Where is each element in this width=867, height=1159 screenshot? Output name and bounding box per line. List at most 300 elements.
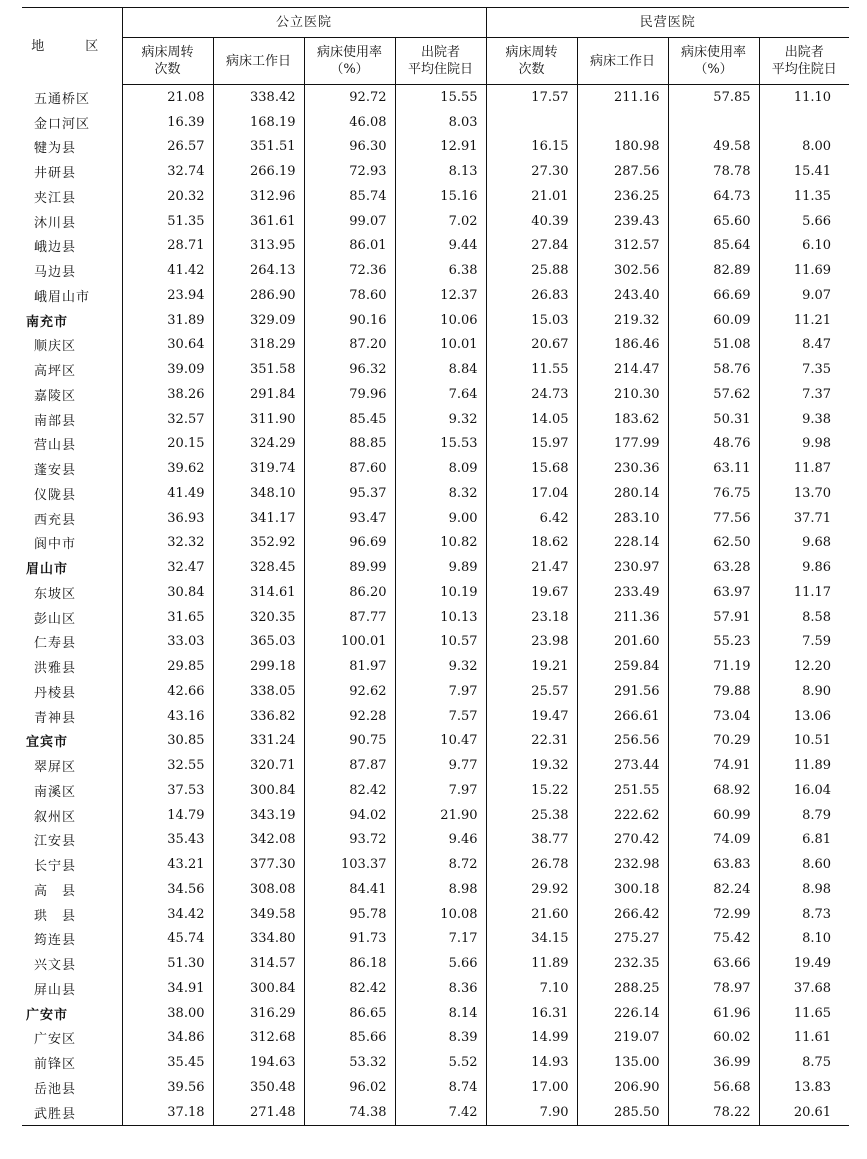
private-avg-stay-cell: 8.58: [802, 609, 832, 625]
private-usage-rate-cell: 65.60: [668, 209, 759, 234]
table-row: [22, 852, 849, 877]
private-avg-stay-cell: 8.79: [802, 807, 832, 823]
private-workdays-cell: 239.43: [577, 209, 668, 234]
public-turnover-cell: 51.35: [122, 209, 213, 234]
private-workdays-cell: 266.61: [577, 704, 668, 729]
private-usage-rate-cell: 56.68: [668, 1075, 759, 1100]
table-row: [22, 704, 849, 729]
private-turnover-cell: 22.31: [486, 729, 577, 754]
public-usage-rate-cell: 94.02: [304, 803, 395, 828]
private-usage-rate-cell: 70.29: [668, 729, 759, 754]
public-turnover-cell: 31.89: [122, 308, 213, 333]
table-body: [22, 85, 849, 1126]
private-turnover-cell: 7.90: [486, 1100, 577, 1125]
table-row: [22, 679, 849, 704]
region-name-cell: 江安县: [22, 828, 122, 853]
table-row: [22, 1100, 849, 1125]
private-workdays-cell: 230.97: [577, 555, 668, 580]
private-usage-rate-cell: 74.91: [668, 753, 759, 778]
table-row: [22, 407, 849, 432]
private-avg-stay-cell: 8.10: [802, 931, 832, 947]
public-turnover-cell: 35.43: [122, 828, 213, 853]
public-workdays-cell: 352.92: [213, 531, 304, 556]
public-avg-stay-cell: 10.47: [395, 729, 486, 754]
public-usage-rate-cell: 87.20: [304, 333, 395, 358]
region-name-cell: 前锋区: [22, 1050, 122, 1075]
private-avg-stay-cell: 15.41: [793, 164, 832, 180]
col-header-private-workdays: 病床工作日: [577, 38, 668, 85]
public-turnover-cell: 16.39: [122, 110, 213, 135]
public-workdays-cell: 343.19: [213, 803, 304, 828]
private-usage-rate-cell: 62.50: [668, 531, 759, 556]
private-turnover-cell: 38.77: [486, 828, 577, 853]
region-name-cell: 嘉陵区: [22, 382, 122, 407]
public-avg-stay-cell: 10.06: [395, 308, 486, 333]
private-avg-stay-cell: 8.90: [802, 683, 832, 699]
public-turnover-cell: 43.21: [122, 852, 213, 877]
region-name-cell: 阆中市: [22, 531, 122, 556]
public-usage-rate-cell: 95.78: [304, 902, 395, 927]
private-usage-rate-cell: 75.42: [668, 927, 759, 952]
public-usage-rate-cell: 53.32: [304, 1050, 395, 1075]
public-avg-stay-cell: 9.89: [395, 555, 486, 580]
private-avg-stay-cell: 11.65: [793, 1005, 832, 1021]
private-usage-rate-cell: 49.58: [668, 135, 759, 160]
private-turnover-cell: 19.32: [486, 753, 577, 778]
public-turnover-cell: 30.85: [122, 729, 213, 754]
private-usage-rate-cell: 60.09: [668, 308, 759, 333]
public-avg-stay-cell: 8.14: [395, 1001, 486, 1026]
region-name-cell: 翠屏区: [22, 753, 122, 778]
private-usage-rate-cell: 74.09: [668, 828, 759, 853]
public-workdays-cell: 314.57: [213, 951, 304, 976]
private-workdays-cell: 300.18: [577, 877, 668, 902]
public-workdays-cell: 308.08: [213, 877, 304, 902]
public-avg-stay-cell: 8.13: [395, 159, 486, 184]
public-avg-stay-cell: 12.37: [395, 283, 486, 308]
private-avg-stay-cell: 16.04: [793, 782, 832, 798]
private-usage-rate-cell: 82.89: [668, 258, 759, 283]
region-name-cell: 长宁县: [22, 852, 122, 877]
private-avg-stay-cell: 7.37: [802, 386, 832, 402]
private-turnover-cell: 40.39: [486, 209, 577, 234]
public-workdays-cell: 350.48: [213, 1075, 304, 1100]
table-row: [22, 531, 849, 556]
public-turnover-cell: 32.57: [122, 407, 213, 432]
col-header-public-workdays: 病床工作日: [213, 38, 304, 85]
public-avg-stay-cell: 9.32: [395, 407, 486, 432]
public-turnover-cell: 37.18: [122, 1100, 213, 1125]
public-usage-rate-cell: 78.60: [304, 283, 395, 308]
private-workdays-cell: 291.56: [577, 679, 668, 704]
public-usage-rate-cell: 92.72: [304, 85, 395, 110]
private-turnover-cell: 24.73: [486, 382, 577, 407]
table-row: [22, 877, 849, 902]
public-usage-rate-cell: 89.99: [304, 555, 395, 580]
public-workdays-cell: 264.13: [213, 258, 304, 283]
public-workdays-cell: 329.09: [213, 308, 304, 333]
private-usage-rate-cell: 51.08: [668, 333, 759, 358]
public-avg-stay-cell: 8.74: [395, 1075, 486, 1100]
private-workdays-cell: 230.36: [577, 456, 668, 481]
region-name-cell: 东坡区: [22, 580, 122, 605]
public-turnover-cell: 38.26: [122, 382, 213, 407]
public-avg-stay-cell: 8.32: [395, 481, 486, 506]
private-turnover-cell: 19.47: [486, 704, 577, 729]
city-name-cell: 宜宾市: [22, 729, 122, 754]
public-avg-stay-cell: 9.00: [395, 506, 486, 531]
city-row: [22, 555, 849, 580]
public-workdays-cell: 194.63: [213, 1050, 304, 1075]
public-usage-rate-cell: 46.08: [304, 110, 395, 135]
public-turnover-cell: 34.56: [122, 877, 213, 902]
public-avg-stay-cell: 10.08: [395, 902, 486, 927]
table-row: [22, 456, 849, 481]
region-name-cell: 筠连县: [22, 927, 122, 952]
private-turnover-cell: 18.62: [486, 531, 577, 556]
public-turnover-cell: 31.65: [122, 605, 213, 630]
private-avg-stay-cell: 9.07: [802, 287, 832, 303]
private-avg-stay-cell: 9.86: [802, 560, 832, 576]
private-usage-rate-cell: 68.92: [668, 778, 759, 803]
private-avg-stay-cell: [759, 110, 849, 135]
private-turnover-cell: 26.83: [486, 283, 577, 308]
private-avg-stay-cell: 37.71: [793, 510, 832, 526]
public-workdays-cell: 314.61: [213, 580, 304, 605]
private-usage-rate-cell: 57.62: [668, 382, 759, 407]
private-workdays-cell: 228.14: [577, 531, 668, 556]
public-usage-rate-cell: 99.07: [304, 209, 395, 234]
region-name-cell: 青神县: [22, 704, 122, 729]
public-turnover-cell: 32.32: [122, 531, 213, 556]
table-row: [22, 258, 849, 283]
public-workdays-cell: 342.08: [213, 828, 304, 853]
table-row: [22, 357, 849, 382]
public-turnover-cell: 41.49: [122, 481, 213, 506]
private-usage-rate-cell: 85.64: [668, 234, 759, 259]
private-workdays-cell: 183.62: [577, 407, 668, 432]
private-workdays-cell: 233.49: [577, 580, 668, 605]
private-avg-stay-cell: 11.61: [793, 1030, 832, 1046]
private-workdays-cell: 210.30: [577, 382, 668, 407]
public-usage-rate-cell: 79.96: [304, 382, 395, 407]
private-avg-stay-cell: 11.69: [793, 263, 832, 279]
private-avg-stay-cell: 7.35: [802, 362, 832, 378]
region-name-cell: 叙州区: [22, 803, 122, 828]
table-row: [22, 110, 849, 135]
table-row: [22, 902, 849, 927]
public-avg-stay-cell: 9.44: [395, 234, 486, 259]
public-avg-stay-cell: 7.17: [395, 927, 486, 952]
public-usage-rate-cell: 96.30: [304, 135, 395, 160]
private-turnover-cell: 21.60: [486, 902, 577, 927]
private-turnover-cell: 27.84: [486, 234, 577, 259]
region-name-cell: 高坪区: [22, 357, 122, 382]
region-name-cell: 南溪区: [22, 778, 122, 803]
table-row: [22, 382, 849, 407]
table-row: [22, 481, 849, 506]
public-turnover-cell: 28.71: [122, 234, 213, 259]
public-turnover-cell: 30.84: [122, 580, 213, 605]
table-row: [22, 85, 849, 110]
table-row: [22, 1026, 849, 1051]
private-workdays-cell: 243.40: [577, 283, 668, 308]
statistics-table-container: [22, 7, 849, 1126]
city-name-cell: 南充市: [22, 308, 122, 333]
public-usage-rate-cell: 85.74: [304, 184, 395, 209]
private-turnover-cell: 21.01: [486, 184, 577, 209]
private-avg-stay-cell: 8.00: [802, 139, 832, 155]
private-turnover-cell: 19.21: [486, 654, 577, 679]
public-workdays-cell: 286.90: [213, 283, 304, 308]
public-turnover-cell: 37.53: [122, 778, 213, 803]
hospital-bed-statistics-table: [22, 7, 849, 1126]
public-usage-rate-cell: 72.36: [304, 258, 395, 283]
public-workdays-cell: 377.30: [213, 852, 304, 877]
private-usage-rate-cell: 64.73: [668, 184, 759, 209]
public-avg-stay-cell: 9.46: [395, 828, 486, 853]
private-workdays-cell: 206.90: [577, 1075, 668, 1100]
public-workdays-cell: 299.18: [213, 654, 304, 679]
public-usage-rate-cell: 81.97: [304, 654, 395, 679]
public-usage-rate-cell: 90.75: [304, 729, 395, 754]
public-turnover-cell: 41.42: [122, 258, 213, 283]
public-turnover-cell: 34.86: [122, 1026, 213, 1051]
public-workdays-cell: 168.19: [213, 110, 304, 135]
public-workdays-cell: 338.05: [213, 679, 304, 704]
public-avg-stay-cell: 15.55: [395, 85, 486, 110]
private-workdays-cell: 287.56: [577, 159, 668, 184]
public-usage-rate-cell: 93.72: [304, 828, 395, 853]
private-turnover-cell: 6.42: [486, 506, 577, 531]
public-avg-stay-cell: 5.52: [395, 1050, 486, 1075]
public-usage-rate-cell: 90.16: [304, 308, 395, 333]
public-avg-stay-cell: 7.97: [395, 778, 486, 803]
public-avg-stay-cell: 8.72: [395, 852, 486, 877]
region-name-cell: 峨眉山市: [22, 283, 122, 308]
public-usage-rate-cell: 84.41: [304, 877, 395, 902]
private-avg-stay-cell: 13.70: [793, 485, 832, 501]
public-avg-stay-cell: 8.84: [395, 357, 486, 382]
region-name-cell: 珙 县: [22, 902, 122, 927]
private-workdays-cell: 236.25: [577, 184, 668, 209]
private-workdays-cell: 270.42: [577, 828, 668, 853]
private-turnover-cell: 29.92: [486, 877, 577, 902]
public-avg-stay-cell: 15.53: [395, 432, 486, 457]
private-avg-stay-cell: 7.59: [802, 634, 832, 650]
private-turnover-cell: 16.15: [486, 135, 577, 160]
private-workdays-cell: 177.99: [577, 432, 668, 457]
public-workdays-cell: 361.61: [213, 209, 304, 234]
public-usage-rate-cell: 96.32: [304, 357, 395, 382]
region-column-header: 地 区: [22, 8, 122, 85]
table-row: [22, 778, 849, 803]
public-avg-stay-cell: 8.36: [395, 976, 486, 1001]
table-row: [22, 1075, 849, 1100]
region-name-cell: 夹江县: [22, 184, 122, 209]
private-usage-rate-cell: [668, 110, 759, 135]
private-workdays-cell: 201.60: [577, 630, 668, 655]
private-workdays-cell: 214.47: [577, 357, 668, 382]
private-avg-stay-cell: 9.68: [802, 535, 832, 551]
public-usage-rate-cell: 95.37: [304, 481, 395, 506]
private-turnover-cell: 26.78: [486, 852, 577, 877]
table-row: [22, 159, 849, 184]
region-name-cell: 金口河区: [22, 110, 122, 135]
private-workdays-cell: 186.46: [577, 333, 668, 358]
private-usage-rate-cell: 71.19: [668, 654, 759, 679]
private-workdays-cell: 211.16: [577, 85, 668, 110]
private-turnover-cell: 14.99: [486, 1026, 577, 1051]
private-avg-stay-cell: 10.51: [793, 733, 832, 749]
public-usage-rate-cell: 85.45: [304, 407, 395, 432]
public-workdays-cell: 331.24: [213, 729, 304, 754]
public-turnover-cell: 39.09: [122, 357, 213, 382]
private-workdays-cell: 259.84: [577, 654, 668, 679]
private-usage-rate-cell: 77.56: [668, 506, 759, 531]
table-row: [22, 234, 849, 259]
private-usage-rate-cell: 63.97: [668, 580, 759, 605]
public-turnover-cell: 14.79: [122, 803, 213, 828]
public-avg-stay-cell: 10.19: [395, 580, 486, 605]
region-name-cell: 西充县: [22, 506, 122, 531]
public-turnover-cell: 29.85: [122, 654, 213, 679]
private-workdays-cell: 280.14: [577, 481, 668, 506]
public-avg-stay-cell: 7.42: [395, 1100, 486, 1125]
private-usage-rate-cell: 78.78: [668, 159, 759, 184]
table-row: [22, 976, 849, 1001]
public-turnover-cell: 42.66: [122, 679, 213, 704]
public-turnover-cell: 35.45: [122, 1050, 213, 1075]
public-usage-rate-cell: 93.47: [304, 506, 395, 531]
public-usage-rate-cell: 96.02: [304, 1075, 395, 1100]
public-workdays-cell: 324.29: [213, 432, 304, 457]
private-turnover-cell: 25.88: [486, 258, 577, 283]
private-turnover-cell: 16.31: [486, 1001, 577, 1026]
table-row: [22, 630, 849, 655]
public-workdays-cell: 320.35: [213, 605, 304, 630]
private-avg-stay-cell: 13.06: [793, 708, 832, 724]
public-workdays-cell: 319.74: [213, 456, 304, 481]
table-row: [22, 927, 849, 952]
public-workdays-cell: 311.90: [213, 407, 304, 432]
private-usage-rate-cell: 76.75: [668, 481, 759, 506]
private-avg-stay-cell: 8.75: [802, 1055, 832, 1071]
public-turnover-cell: 36.93: [122, 506, 213, 531]
table-row: [22, 580, 849, 605]
private-avg-stay-cell: 20.61: [759, 1100, 849, 1125]
public-turnover-cell: 30.64: [122, 333, 213, 358]
private-usage-rate-cell: 57.85: [668, 85, 759, 110]
public-turnover-cell: 43.16: [122, 704, 213, 729]
city-row: [22, 308, 849, 333]
public-workdays-cell: 320.71: [213, 753, 304, 778]
public-workdays-cell: 312.96: [213, 184, 304, 209]
region-name-cell: 仪陇县: [22, 481, 122, 506]
public-avg-stay-cell: 7.02: [395, 209, 486, 234]
private-turnover-cell: 14.93: [486, 1050, 577, 1075]
private-hospital-group-header: 民营医院: [486, 8, 849, 38]
private-turnover-cell: 34.15: [486, 927, 577, 952]
region-name-cell: 高 县: [22, 877, 122, 902]
private-turnover-cell: [486, 110, 577, 135]
private-turnover-cell: 15.03: [486, 308, 577, 333]
public-turnover-cell: 32.47: [122, 555, 213, 580]
private-workdays-cell: 302.56: [577, 258, 668, 283]
public-usage-rate-cell: 100.01: [304, 630, 395, 655]
private-workdays-cell: 251.55: [577, 778, 668, 803]
col-header-public-usage-rate: 病床使用率 （%）: [304, 38, 395, 85]
private-turnover-cell: 15.68: [486, 456, 577, 481]
public-workdays-cell: 365.03: [213, 630, 304, 655]
public-avg-stay-cell: 7.57: [395, 704, 486, 729]
private-avg-stay-cell: 6.81: [802, 832, 832, 848]
private-usage-rate-cell: 50.31: [668, 407, 759, 432]
public-workdays-cell: 328.45: [213, 555, 304, 580]
region-name-cell: 蓬安县: [22, 456, 122, 481]
private-usage-rate-cell: 36.99: [668, 1050, 759, 1075]
private-workdays-cell: 273.44: [577, 753, 668, 778]
public-avg-stay-cell: 15.16: [395, 184, 486, 209]
private-avg-stay-cell: 11.35: [793, 188, 832, 204]
public-avg-stay-cell: 6.38: [395, 258, 486, 283]
private-avg-stay-cell: 8.60: [802, 857, 832, 873]
public-usage-rate-cell: 103.37: [304, 852, 395, 877]
table-row: [22, 333, 849, 358]
public-usage-rate-cell: 96.69: [304, 531, 395, 556]
table-row: [22, 605, 849, 630]
private-turnover-cell: 7.10: [486, 976, 577, 1001]
table-row: [22, 283, 849, 308]
private-avg-stay-cell: 8.73: [802, 906, 832, 922]
public-usage-rate-cell: 92.62: [304, 679, 395, 704]
private-workdays-cell: 226.14: [577, 1001, 668, 1026]
public-usage-rate-cell: 82.42: [304, 976, 395, 1001]
region-name-cell: 岳池县: [22, 1075, 122, 1100]
private-workdays-cell: 232.35: [577, 951, 668, 976]
public-usage-rate-cell: 82.42: [304, 778, 395, 803]
public-usage-rate-cell: 86.20: [304, 580, 395, 605]
public-usage-rate-cell: 86.65: [304, 1001, 395, 1026]
private-turnover-cell: 17.00: [486, 1075, 577, 1100]
private-workdays-cell: 219.07: [577, 1026, 668, 1051]
public-workdays-cell: 351.51: [213, 135, 304, 160]
public-turnover-cell: 34.91: [122, 976, 213, 1001]
public-avg-stay-cell: 10.57: [395, 630, 486, 655]
public-turnover-cell: 32.55: [122, 753, 213, 778]
private-turnover-cell: 15.97: [486, 432, 577, 457]
private-avg-stay-cell: 6.10: [802, 238, 832, 254]
public-usage-rate-cell: 86.01: [304, 234, 395, 259]
public-avg-stay-cell: 8.09: [395, 456, 486, 481]
private-usage-rate-cell: 63.83: [668, 852, 759, 877]
public-workdays-cell: 334.80: [213, 927, 304, 952]
public-usage-rate-cell: 91.73: [304, 927, 395, 952]
private-usage-rate-cell: 78.22: [668, 1100, 759, 1125]
private-usage-rate-cell: 63.28: [668, 555, 759, 580]
public-avg-stay-cell: 7.97: [395, 679, 486, 704]
table-row: [22, 1050, 849, 1075]
private-avg-stay-cell: 11.10: [793, 89, 832, 105]
private-workdays-cell: 180.98: [577, 135, 668, 160]
public-usage-rate-cell: 74.38: [304, 1100, 395, 1125]
public-avg-stay-cell: 10.13: [395, 605, 486, 630]
private-turnover-cell: 20.67: [486, 333, 577, 358]
city-name-cell: 广安市: [22, 1001, 122, 1026]
public-turnover-cell: 38.00: [122, 1001, 213, 1026]
private-workdays-cell: 211.36: [577, 605, 668, 630]
table-row: [22, 803, 849, 828]
